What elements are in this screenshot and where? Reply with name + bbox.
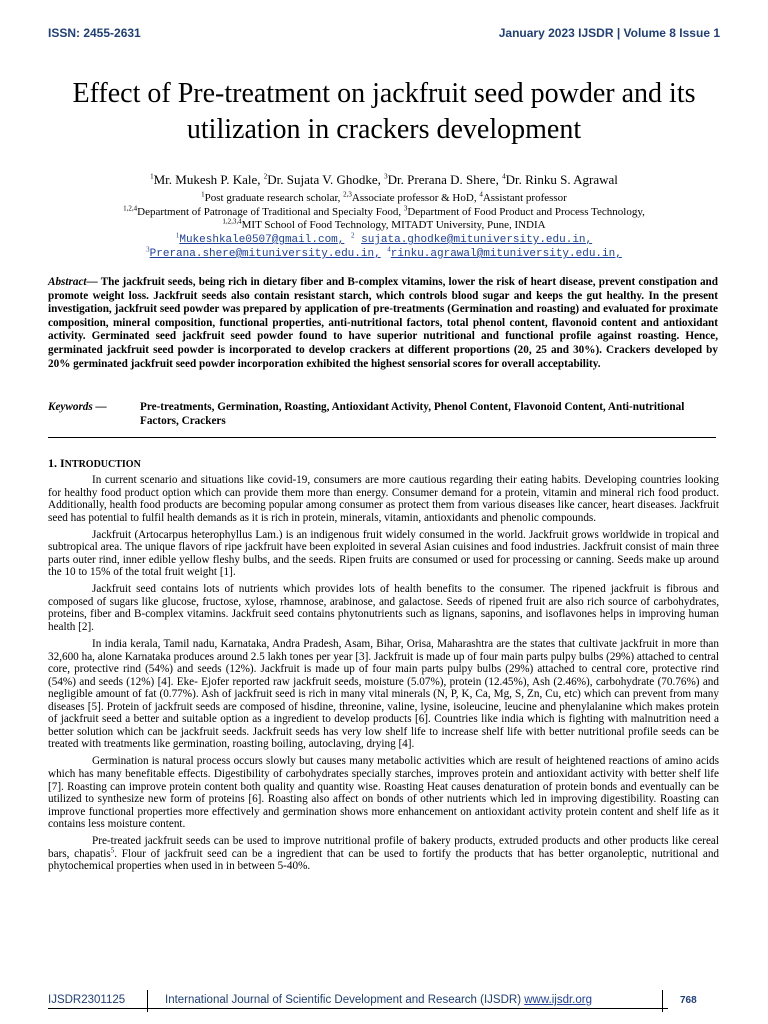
author-1: Mr. Mukesh P. Kale, [153, 172, 264, 187]
journal-title: International Journal of Scientific Development and Research (IJSDR) [165, 994, 525, 1006]
department-1: Department of Patronage of Traditional and Specialty Food, [137, 205, 404, 218]
department-2: Department of Food Product and Process Technology, [407, 205, 645, 218]
email-link-2[interactable]: sujata.ghodke@mituniversity.edu.in, [361, 234, 593, 246]
affiliation-line-3: $^{1,2,3,4}$MIT School of Food Technology, MITADT University, Pune, INDIA [222, 217, 546, 231]
body-text [48, 474, 719, 877]
email-link-4[interactable]: rinku.agrawal@mituniversity.edu.in, [390, 248, 622, 260]
paragraph-part: . Flour of jackfruit seed can be a ingredient that can be used to fortify the products that has better organoleptic, nutritional and phytochemical properties when used in in between 5-40%. [48, 847, 720, 873]
paragraph: Jackfruit (Artocarpus heterophyllus Lam.) is an indigenous fruit widely consumed in the world. Jackfruit grows worldwide in tropical and subtropical area. The unique flavors of ripe jackfruit have been exploited in several Asian cuisines and food industries. Jackfruit consist of main three parts outer rind, inner edible yellow fleshy bulbs, and the seeds. Ripen fruits are consumed or used for processing or canning. Seeds make up around the 10 to 15% of the total fruit weight [1]. [48, 528, 719, 579]
section-heading [48, 456, 141, 471]
affiliation-role-1: Post graduate research scholar, [204, 192, 344, 204]
article-id: IJSDR2301125 [48, 994, 126, 1006]
section-number: 1. I [48, 456, 65, 470]
issn-label: ISSN: 2455-2631 [48, 26, 141, 40]
email-list: $^1$Mukeshkale0507@gmail.com, $^2$ sujata.ghodke@mituniversity.edu.in, $^3$Prerana.shere@mituniversity.edu.in, $^4$rinku.agrawal@mituniversity.edu.in, [146, 231, 622, 260]
abstract-text: — The jackfruit seeds, being rich in dietary fiber and B-complex vitamins, lower the risk of heart disease, prevent constipation and promote weight loss. Jackfruit seeds also contain resistant starch, which controls blood sugar and keeps the gut healthy. In the present investigation, jackfruit seed powder was prepared by application of pre-treatments (Germination and roasting) and evaluated for proximate composition, mineral composition, functional properties, anti-nutritional factors, total phenol content, flavonoid content and antioxidant activity. Germinated seed jackfruit seed powder found to have superior nutritional and functional profile against roasting. Hence, germinated jackfruit seed powder is incorporated to develop crackers at different proportions (20, 25 and 30%). Crackers developed by 20% germinated jackfruit seed powder incorporation exhibited the highest sensorial scores for overall acceptability. [48, 276, 718, 370]
affiliation-line-1: $^1$Post graduate research scholar, $^{2,3}$Associate professor & HoD, $^4$Assistant professor [201, 190, 567, 204]
paragraph: In india kerala, Tamil nadu, Karnataka, Andra Pradesh, Asam, Bihar, Orisa, Maharashtra are the states that cultivate jackfruit in more than 32,600 ha, alone Karnataka produces around 2.5 lakh tones per year [3]. Jackfruit is made up of four main parts pulpy bulbs (29%) attached to central core, protective rind (54%) and seeds (12%). Jackfruit is made up of four main parts pulpy bulbs (29%) attached to central core, protective rind (54%) and seeds (12%) [4]. Eke- Ejofer reported raw jackfruit seeds, moisture (5.07%), protein (12.45%), Ash (2.46%), carbohydrate (70.76%) and negligible amount of fat (0.77%). Ash of jackfruit seed is rich in many vital minerals (N, P, K, Ca, Mg, S, Zn, Cu, etc) which can prevent from many diseases [5]. Protein of jackfruit seeds are composed of hisdine, threonine, valine, lysine, isoleucine, leucine and phenylalanine which makes protein of jackfruit seed a better and suitable option as a ingredient to develop products [6]. Countries like india which is fighting with malnutrition need a better solution which can be jackfruit seeds. Jackfruit seeds has very low shelf life to increase shelf life with better nutritional profile seeds can be treated with treatments like germination, roasting boiling, autoclaving, drying [4]. [48, 638, 719, 751]
keywords [48, 401, 718, 428]
keywords-label: Keywords — [48, 401, 107, 413]
author-4: Dr. Rinku S. Agrawal [505, 172, 618, 187]
keywords-text: Pre-treatments, Germination, Roasting, Antioxidant Activity, Phenol Content, Flavonoid Content, Anti-nutritional Factors, Crackers [140, 401, 685, 427]
email-link-1[interactable]: Mukeshkale0507@gmail.com, [179, 234, 345, 246]
author-3: Dr. Prerana D. Shere, [387, 172, 503, 187]
abstract [48, 276, 718, 371]
author-list: $^1$Mr. Mukesh P. Kale, $^2$Dr. Sujata V. Ghodke, $^3$Dr. Prerana D. Shere, $^4$Dr. Rinku S. Agrawal [150, 172, 618, 187]
affiliations [40, 192, 728, 233]
abstract-label: Abstract [48, 276, 87, 288]
journal-site-link[interactable]: www.ijsdr.org [524, 994, 592, 1006]
page-number: 768 [680, 995, 697, 1006]
paragraph: Germination is natural process occurs slowly but causes many metabolic activities which are result of heightened reactions of amino acids which has many benefitable effects. Digestibility of carbohydrates specially starches, improves protein and antioxidant activity with better shelf life [7]. Roasting can improve protein content both quality and quantity wise. Roasting Heat causes denaturation of protein bonds and eventually can be utilized to synthesize new form of proteins [6]. Roasting also affect on bonds of other nutrients which led in improving digestibility. Roasting can improve functional properties more effectively and germination shows more enhancement on antioxidant activity protein content and shelf life as it contains less moisture content. [48, 755, 719, 831]
paper-title: Effect of Pre-treatment on jackfruit seed powder and its utilization in crackers development [72, 78, 696, 145]
institution: MIT School of Food Technology, MITADT University, Pune, INDIA [241, 219, 546, 231]
footer-rule [48, 1008, 668, 1009]
affiliation-role-3: Assistant professor [482, 192, 567, 204]
section-divider [48, 437, 716, 438]
paragraph: Pre-treated jackfruit seeds can be used to improve nutritional profile of bakery products, extruded products and other products like cereal bars, chapatis$^5$. Flour of jackfruit seed can be a ingredient that can be used to fortify the products that has better organoleptic, nutritional and phytochemical properties when used in in between 5-40%. [48, 835, 720, 873]
paragraph: Jackfruit seed contains lots of nutrients which provides lots of health benefits to the consumer. The ripened jackfruit is fibrous and composed of sugars like glucose, fructose, xylose, rhamnose, arabinose, and galactose. Seeds of ripened fruit are also rich source of carbohydrates, proteins, fiber and B-complex vitamins. Jackfruit seed contains phytonutrients such as lignans, saponins, and isoflavones helps in improving human health [2]. [48, 583, 719, 634]
section-title: NTRODUCTION [64, 459, 141, 470]
author-2: Dr. Sujata V. Ghodke, [267, 172, 385, 187]
affiliation-line-2: $^{1,2,4}$Department of Patronage of Traditional and Specialty Food, $^3$Department of Food Product and Process Technology, [123, 203, 645, 218]
affiliation-role-2: Associate professor & HoD, [351, 192, 480, 204]
journal-name [165, 994, 592, 1006]
issue-label: January 2023 IJSDR | Volume 8 Issue 1 [498, 26, 720, 40]
paragraph-part: Pre-treated jackfruit seeds can be used to improve nutritional profile of bakery products, extruded products and other products like cereal bars, chapatis [48, 835, 719, 860]
email-link-3[interactable]: Prerana.shere@mituniversity.edu.in, [149, 248, 381, 260]
paragraph: In current scenario and situations like covid-19, consumers are more cautious regarding their eating habits. Developing countries looking for healthy food product option which can provide them more than energy. Consumer demand for a protein, vitamin and mineral rich food product. Additionally, health food products are becoming popular among consumer as protect them from various diseases like cancer, heart diseases. Jackfruit seed has potential to fulfil health demands as it is rich in protein, minerals, vitamin, antioxidants and phenolic compounds. [48, 474, 719, 524]
